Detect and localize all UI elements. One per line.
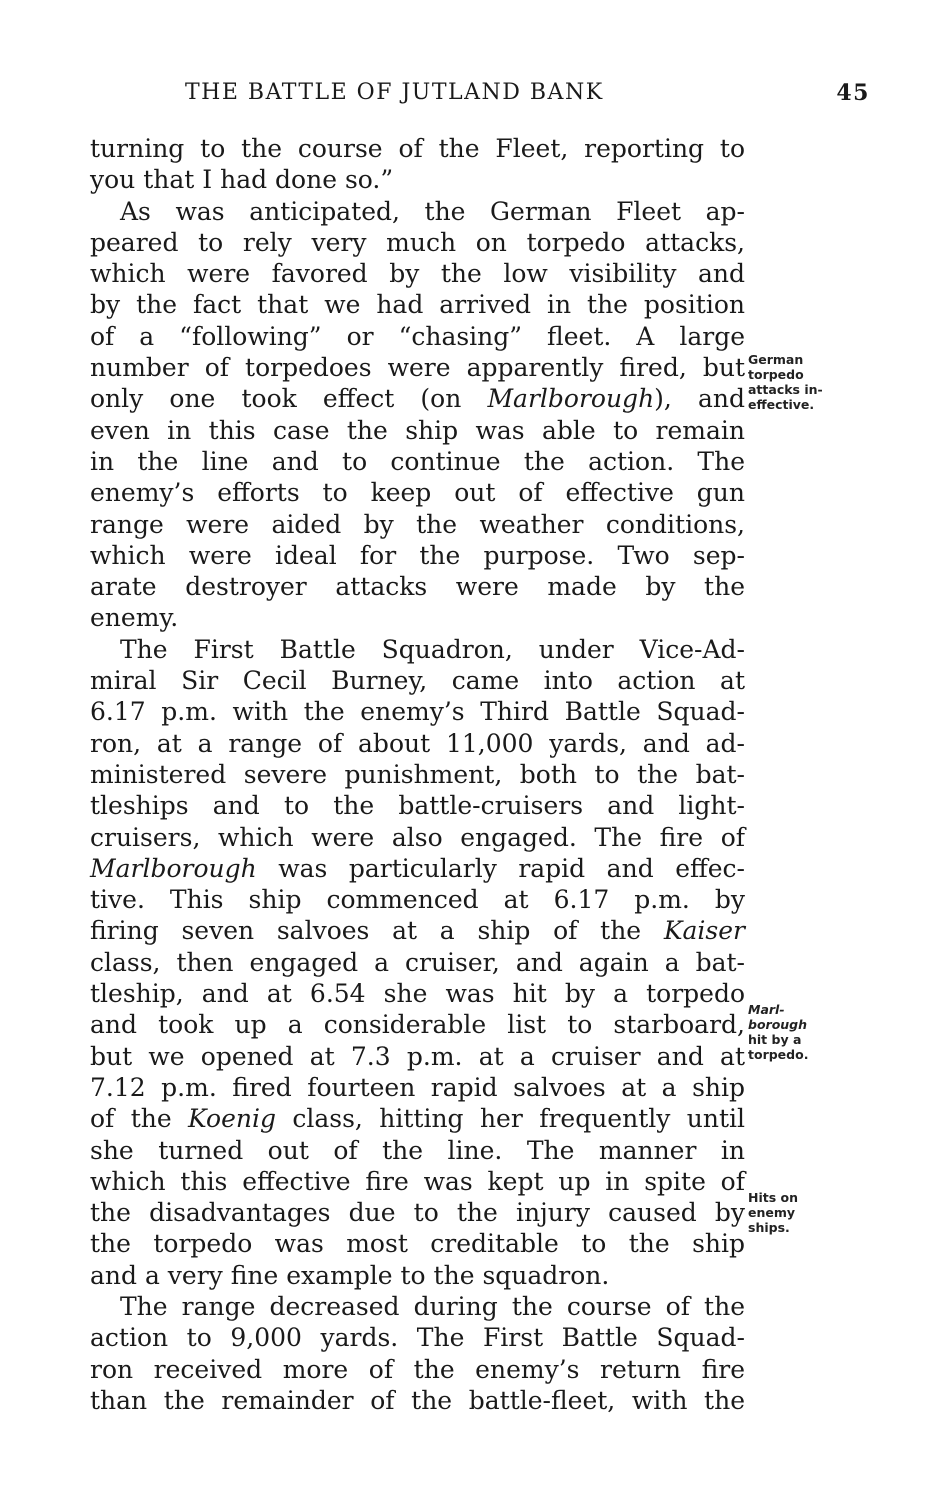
text-line: arate destroyer attacks were made by the (90, 572, 745, 602)
margin-note-line: effective. (748, 397, 815, 412)
text-line: only one took effect (on Marlborough), and (90, 384, 746, 414)
margin-note-line: hit by a (748, 1032, 802, 1047)
text-line: range were aided by the weather conditions, (90, 509, 745, 539)
text-line: and took up a considerable list to starboard, (90, 1010, 745, 1040)
text-line: miral Sir Cecil Burney, came into action at (90, 666, 745, 696)
text-line: she turned out of the line. The manner in (90, 1135, 745, 1165)
text-line: which were ideal for the purpose. Two sep- (90, 540, 745, 570)
text-line: ron, at a range of about 11,000 yards, and ad- (90, 728, 745, 758)
running-title: THE BATTLE OF JUTLAND BANK (185, 80, 604, 105)
text-line: the disadvantages due to the injury caused by (90, 1198, 745, 1228)
text-line: The First Battle Squadron, under Vice-Ad- (120, 634, 745, 664)
text-line: ministered severe punishment, both to the bat- (90, 759, 745, 789)
text-line: turning to the course of the Fleet, reporting to (90, 134, 745, 163)
margin-note-marlborough-hit (748, 1002, 858, 1062)
margin-note-line: torpedo. (748, 1047, 809, 1062)
text-line: number of torpedoes were apparently fired, but (90, 353, 745, 383)
margin-note-line: enemy (748, 1205, 796, 1220)
text-line: than the remainder of the battle-fleet, with the (90, 1385, 745, 1415)
margin-note-line: Hits on (748, 1190, 798, 1205)
text-line: the torpedo was most creditable to the ship (90, 1229, 745, 1259)
text-line: ron received more of the enemy’s return fire (90, 1354, 745, 1384)
text-line: tive. This ship commenced at 6.17 p.m. by (90, 885, 745, 915)
margin-note-torpedo-attacks (748, 352, 858, 412)
text-line: in the line and to continue the action. The (90, 446, 745, 476)
margin-note-line: borough (748, 1017, 808, 1032)
page-number: 45 (836, 80, 870, 106)
margin-note-line: attacks in- (748, 382, 823, 397)
text-line: class, then engaged a cruiser, and again a bat- (90, 947, 745, 977)
margin-note-line: German (748, 352, 804, 367)
text-line: 6.17 p.m. with the enemy’s Third Battle Squad- (90, 697, 745, 727)
text-line: 7.12 p.m. fired fourteen rapid salvoes at a ship (90, 1072, 745, 1102)
margin-note-hits-on-enemy (748, 1190, 858, 1235)
text-line: peared to rely very much on torpedo attacks, (90, 227, 745, 257)
text-line: of the Koenig class, hitting her frequently until (90, 1104, 745, 1134)
text-line: tleships and to the battle-cruisers and light- (90, 791, 745, 821)
text-line: cruisers, which were also engaged. The fire of (90, 822, 745, 852)
text-line: and a very fine example to the squadron. (90, 1260, 610, 1290)
text-line: enemy’s efforts to keep out of effective gun (90, 478, 745, 508)
text-line: of a “following” or “chasing” fleet. A large (90, 321, 745, 351)
margin-note-line: ships. (748, 1220, 790, 1235)
text-line: The range decreased during the course of the (120, 1291, 745, 1321)
margin-note-line: torpedo (748, 367, 804, 382)
text-line: tleship, and at 6.54 she was hit by a torpedo (90, 979, 745, 1009)
text-line: which this effective fire was kept up in spite of (90, 1166, 745, 1196)
text-line: but we opened at 7.3 p.m. at a cruiser and at (90, 1041, 745, 1071)
text-line: which were favored by the low visibility and (90, 259, 745, 289)
text-line: enemy. (90, 603, 179, 633)
text-line: even in this case the ship was able to remain (90, 415, 745, 445)
text-line: As was anticipated, the German Fleet ap- (120, 196, 745, 226)
margin-note-line: Marl- (748, 1002, 785, 1017)
text-line: by the fact that we had arrived in the position (90, 290, 745, 320)
running-head (185, 80, 870, 114)
text-line: action to 9,000 yards. The First Battle Squad- (90, 1323, 745, 1353)
text-line: firing seven salvoes at a ship of the Kaiser (90, 916, 745, 946)
text-line: you that I had done so.” (90, 165, 394, 195)
text-line: Marlborough was particularly rapid and effec- (90, 853, 745, 883)
body-text (90, 133, 745, 1416)
